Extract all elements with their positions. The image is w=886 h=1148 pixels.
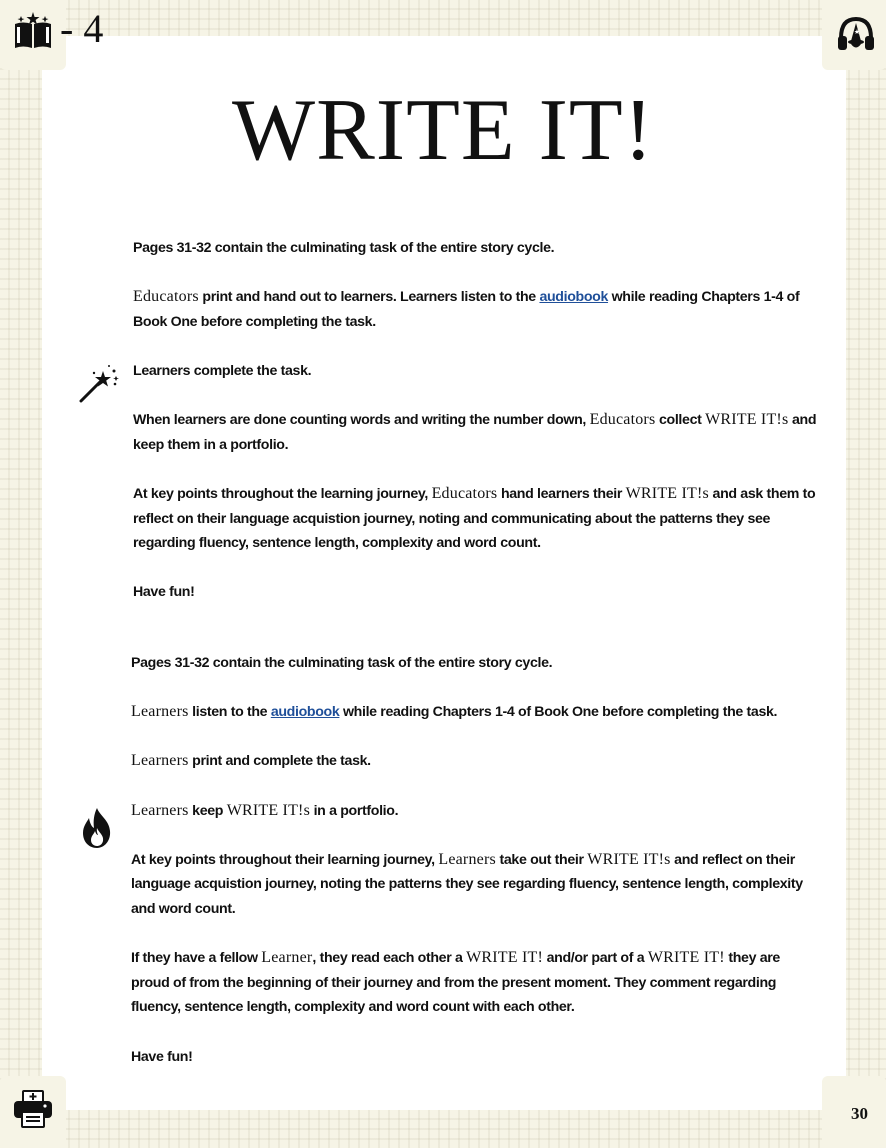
educators-paragraph-4: When learners are done counting words and writing the number down, Educators collect WRITE IT!s and keep them in a portfolio. [133,411,817,453]
audiobook-link[interactable]: audiobook [270,704,340,721]
flame-icon [78,806,116,850]
educators-section [133,236,823,630]
learners-paragraph-3: Learners print and complete the task. [131,752,371,770]
learners-paragraph-5: At key points throughout their learning journey, Learners take out their WRITE IT!s and reflect on their language acquistion journey, noting the patterns they see regarding fluency, sentence length, complexity and word count. [131,850,803,917]
learners-paragraph-1: Pages 31-32 contain the culminating task of the entire story cycle. [131,655,553,671]
learners-paragraph-2: Learners listen to the audiobook while reading Chapters 1-4 of Book One before completing the task. [131,703,778,721]
learners-paragraph-7: Have fun! [131,1048,193,1065]
educators-paragraph-1: Pages 31-32 contain the culminating task of the entire story cycle. [133,240,555,256]
printer-icon[interactable] [12,1090,54,1128]
page-title: WRITE IT! [232,82,654,179]
headphones-wizard-icon[interactable] [836,14,876,54]
page-number: 30 [851,1104,868,1123]
learners-paragraph-6: If they have a fellow Learner, they read each other a WRITE IT! and/or part of a WRITE IT! they are proud of from the beginning of their journey and from the present moment. They comment regarding fluency, sentence length, complexity and word count with each other. [131,949,780,1016]
learners-paragraph-4: Learners keep WRITE IT!s in a portfolio. [131,801,399,819]
educators-paragraph-5: At key points throughout the learning journey, Educators hand learners their WRITE IT!s and ask them to reflect on their language acquistion journey, noting and communicating about the patterns they see regarding fluency, sentence length, complexity and word count. [133,484,816,552]
learners-section [131,651,821,1094]
magic-book-icon [12,10,54,52]
level-badge [12,6,104,52]
audiobook-link[interactable]: audiobook [539,289,609,306]
educators-paragraph-2: Educators print and hand out to learners. Learners listen to the audiobook while reading Chapters 1-4 of Book One before completing the task. [133,288,800,330]
educators-paragraph-3: Learners complete the task. [133,362,312,379]
educators-paragraph-6: Have fun! [133,584,195,601]
level-number: - 4 [60,6,104,51]
magic-wand-icon [78,362,120,404]
